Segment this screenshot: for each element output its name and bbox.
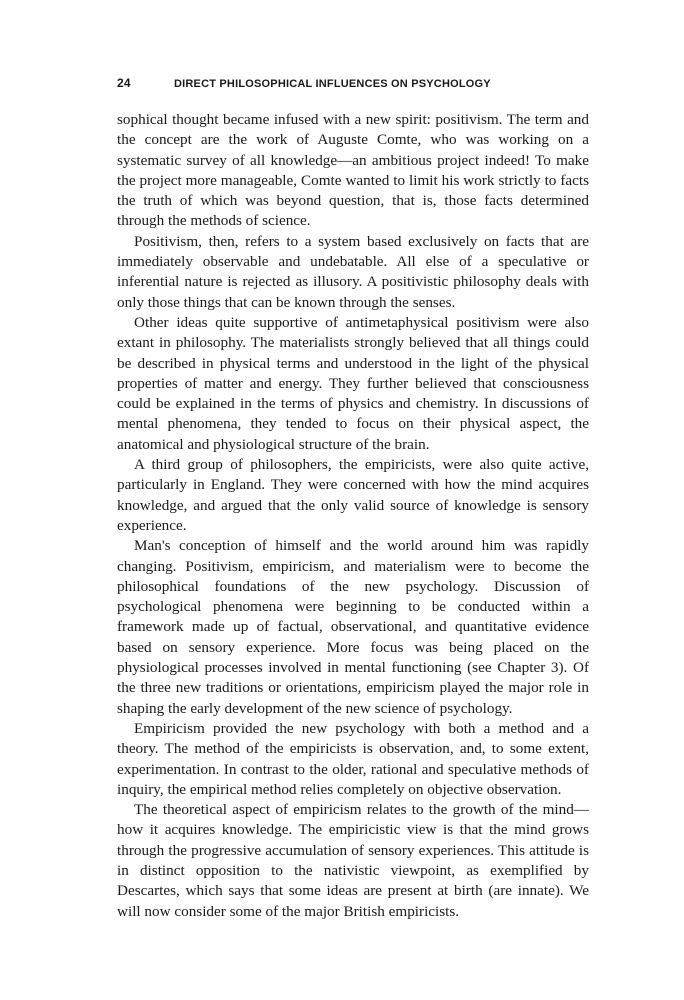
- paragraph-mans-conception: Man's conception of himself and the world around him was rapidly changing. Positivism, empiricism, and materialism were to become the philosophical foundations of the new psychology. Discussion of psychological phenomena were beginning to be conducted within a framework made up of factual, observational, and quantitative evidence based on sensory experience. More focus was being placed on the physiological processes involved in mental functioning (see Chapter 3). Of the three new traditions or orientations, empiricism played the major role in shaping the early development of the new science of psychology.: [117, 537, 589, 717]
- body-text: [117, 110, 589, 922]
- running-title: DIRECT PHILOSOPHICAL INFLUENCES ON PSYCHOLOGY: [174, 78, 491, 90]
- page-number: 24: [117, 76, 131, 90]
- paragraph-materialists: Other ideas quite supportive of antimetaphysical positivism were also extant in philosophy. The materialists strongly believed that all things could be described in physical terms and understood in the light of the physical properties of matter and energy. They further believed that consciousness could be explained in the terms of physics and chemistry. In discussions of mental phenomena, they tended to focus on their physical aspect, the anatomical and physiological structure of the brain.: [117, 313, 589, 453]
- paragraph-positivism: Positivism, then, refers to a system based exclusively on facts that are immediately observable and undebatable. All else of a speculative or inferential nature is rejected as illusory. A positivistic philosophy deals with only those things that can be known through the senses.: [117, 232, 589, 311]
- running-head: [117, 76, 597, 91]
- paragraph-empiricism-method: Empiricism provided the new psychology with both a method and a theory. The method of the empiricists is observation, and, to some extent, experimentation. In contrast to the older, rational and speculative methods of inquiry, the empirical method relies completely on objective observation.: [117, 719, 589, 798]
- paragraph-empiricists: A third group of philosophers, the empiricists, were also quite active, particularly in England. They were concerned with how the mind acquires knowledge, and argued that the only valid source of knowledge is sensory experience.: [117, 456, 589, 534]
- paragraph-empiricism-theory: The theoretical aspect of empiricism relates to the growth of the mind—how it acquires knowledge. The empiricistic view is that the mind grows through the progressive accumulation of sensory experiences. This attitude is in distinct opposition to the nativistic viewpoint, as exemplified by Descartes, which says that some ideas are present at birth (are innate). We will now consider some of the major British empiricists.: [117, 801, 589, 920]
- paragraph-continued: sophical thought became infused with a new spirit: positivism. The term and the concept are the work of Auguste Comte, who was working on a systematic survey of all knowledge—an ambitious project indeed! To make the project more manageable, Comte wanted to limit his work strictly to facts the truth of which was beyond question, that is, those facts determined through the methods of science.: [117, 111, 589, 230]
